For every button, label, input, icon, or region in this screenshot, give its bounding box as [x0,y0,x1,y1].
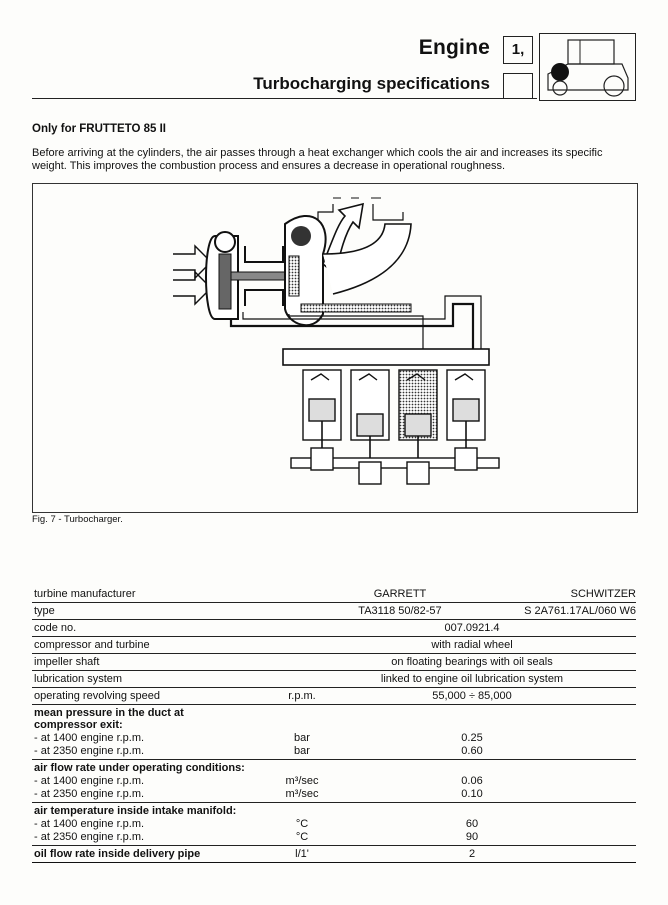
spec-value-schwitzer: S 2A761.17AL/060 W6 [524,605,636,617]
spec-label: lubrication system [34,673,123,685]
spec-unit: bar [294,745,310,757]
spec-value: 0.60 [461,745,483,757]
section-title: Engine [418,36,490,59]
spec-value: linked to engine oil lubrication system [380,673,564,685]
turbocharger-figure [32,183,638,513]
section-number-box: 1, [503,36,533,64]
spec-value: 0.06 [461,775,483,787]
spec-value: 55,000 ÷ 85,000 [432,690,512,702]
spec-sublabel: - at 2350 engine r.p.m. [34,788,145,800]
spec-table [32,586,636,863]
empty-index-box [503,73,533,99]
spec-value: 0.25 [461,732,483,744]
spec-row-code [32,620,636,637]
model-note: Only for FRUTTETO 85 II [32,123,166,135]
spec-unit: °C [295,831,309,843]
spec-value-garrett: GARRETT [373,588,427,600]
spec-value: 90 [465,831,479,843]
spec-value: 60 [465,818,479,830]
spec-unit: l/1' [295,848,309,860]
spec-value: 007.0921.4 [444,622,500,634]
spec-label: impeller shaft [34,656,100,668]
figure-caption: Fig. 7 - Turbocharger. [32,514,123,525]
spec-label: code no. [34,622,77,634]
spec-sublabel: - at 2350 engine r.p.m. [34,831,145,843]
intro-paragraph: Before arriving at the cylinders, the air passes through a heat exchanger which cools the air and increases its specific weight. This improves the combustion process and ensures a decrease in operational roughness. [32,147,603,172]
spec-heading: air flow rate under operating conditions: [34,762,245,774]
spec-row-lubrication [32,671,636,688]
spec-heading: air temperature inside intake manifold: [34,805,237,817]
spec-sublabel: - at 1400 engine r.p.m. [34,818,145,830]
spec-heading: mean pressure in the duct at [34,707,184,719]
spec-value-schwitzer: SCHWITZER [570,588,636,600]
page-subtitle: Turbocharging specifications [253,74,490,93]
spec-value-garrett: TA3118 50/82-57 [358,605,442,617]
spec-label: type [34,605,55,617]
spec-row-impeller [32,654,636,671]
spec-row-type [32,603,636,620]
spec-unit: °C [295,818,309,830]
spec-row-airflow [32,760,636,803]
tractor-icon [539,33,636,101]
spec-unit: m³/sec [285,788,319,800]
spec-value: with radial wheel [431,639,513,651]
spec-label: operating revolving speed [34,690,160,702]
spec-value: 2 [468,848,476,860]
spec-row-speed [32,688,636,705]
spec-unit: bar [294,732,310,744]
header-rule [32,98,537,99]
spec-sublabel: - at 1400 engine r.p.m. [34,775,145,787]
spec-label: compressor and turbine [34,639,150,651]
spec-unit: m³/sec [285,775,319,787]
spec-sublabel: - at 2350 engine r.p.m. [34,745,145,757]
spec-row-pressure [32,705,636,760]
spec-value: on floating bearings with oil seals [391,656,553,668]
spec-row-airtemp [32,803,636,846]
spec-sublabel: - at 1400 engine r.p.m. [34,732,145,744]
spec-label: turbine manufacturer [34,588,136,600]
spec-row-oilflow [32,846,636,863]
spec-unit: r.p.m. [288,690,316,702]
spec-value: 0.10 [461,788,483,800]
spec-row-compressor [32,637,636,654]
spec-row-manufacturer [32,586,636,603]
spec-label: oil flow rate inside delivery pipe [34,848,201,860]
spec-heading: compressor exit: [34,719,123,731]
